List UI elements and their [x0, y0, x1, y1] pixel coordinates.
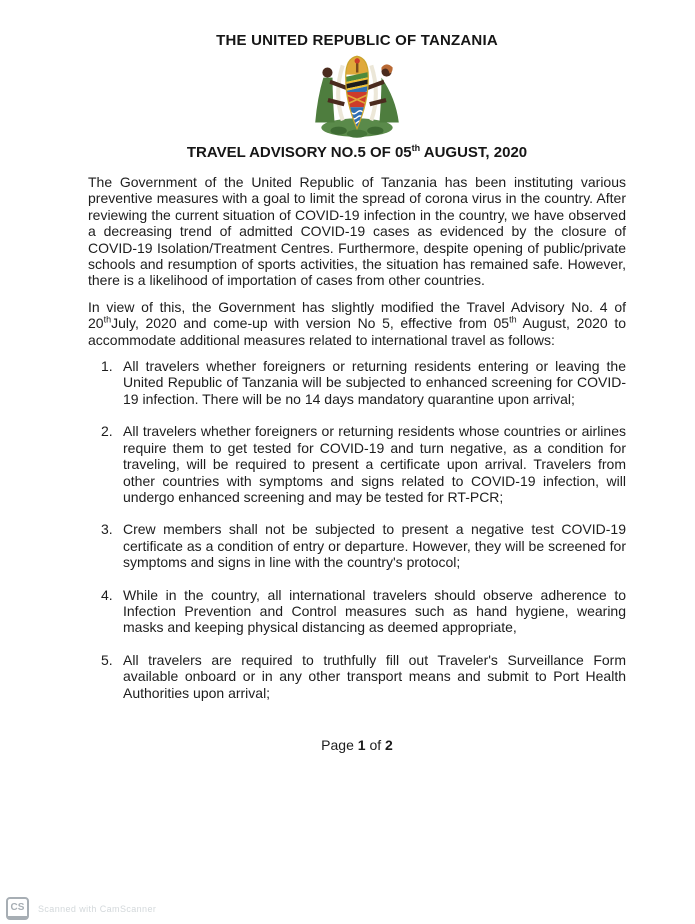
item-number: 5.	[101, 651, 113, 668]
item-text: Crew members shall not be subjected to present a negative test COVID-19 certificate as a condition of entry or departure. However, they will be screened for symptoms and signs in line with the country's protocol;	[123, 521, 626, 571]
item-text: All travelers whether foreigners or returning residents entering or leaving the United Republic of Tanzania will be subjected to enhanced screening for COVID-19 infection. There will be no 14 days mandatory quarantine upon arrival;	[123, 358, 626, 407]
camscanner-label: Scanned with CamScanner	[38, 903, 157, 914]
camscanner-icon: CS	[6, 897, 29, 920]
page-label: Page	[321, 736, 358, 753]
ordinal-superscript: th	[509, 314, 517, 325]
advisory-item-3	[101, 521, 626, 570]
paragraph-modification-part1: In view of this, the Government has slightly modified the Travel Advisory No. 4 of 20	[88, 298, 626, 332]
item-number: 1.	[101, 358, 113, 375]
advisory-title-prefix: TRAVEL ADVISORY NO.5 OF 05	[186, 144, 412, 161]
item-text: All travelers whether foreigners or returning residents whose countries or airlines require them to get tested for COVID-19 and turn negative, as a condition for traveling, will be required to present a certificate upon arrival. Travelers from other countries with symptoms and signs related to COVID-19 infection, will undergo enhanced screening and may be tested for RT-PCR;	[123, 423, 626, 505]
advisory-title-suffix: AUGUST, 2020	[420, 144, 528, 161]
ordinal-superscript: th	[103, 314, 112, 325]
item-number: 2.	[101, 423, 113, 440]
advisory-item-4	[101, 587, 626, 636]
tanzania-emblem-icon	[304, 53, 410, 139]
camscanner-watermark	[6, 897, 156, 920]
advisory-measures-list	[88, 358, 626, 701]
item-text: While in the country, all international travelers should observe adherence to Infection Prevention and Control measures such as hand hygiene, wearing masks and keeping physical distancing as deemed appropriate,	[123, 586, 626, 636]
paragraph-modification-part3: August, 2020 to accommodate additional measures related to international travel as follows:	[88, 315, 626, 348]
advisory-item-5	[101, 652, 626, 701]
paragraph-modification	[88, 299, 626, 348]
item-number: 3.	[101, 521, 113, 538]
paragraph-modification-part2: July, 2020 and come-up with version No 5, effective from 05	[111, 315, 510, 332]
advisory-title	[88, 144, 626, 161]
of-label: of	[365, 736, 386, 753]
total-pages: 2	[385, 736, 393, 753]
item-text: All travelers are required to truthfully fill out Traveler's Surveillance Form available onboard or in any other transport means and submit to Port Health Authorities upon arrival;	[123, 651, 626, 701]
page-number: 1	[357, 736, 366, 753]
paragraph-intro: The Government of the United Republic of Tanzania has been instituting various preventive measures with a goal to limit the spread of corona virus in the country. After reviewing the current situation of COVID-19 infection in the country, we have observed a decreasing trend of admitted COVID-19 cases as evidenced by the closure of COVID-19 Isolation/Treatment Centres. Furthermore, despite opening of public/private schools and resumption of sports activities, the situation has remained safe. However, there is a likelihood of importation of cases from other countries.	[88, 174, 626, 289]
advisory-item-1	[101, 358, 626, 407]
page-footer	[88, 737, 626, 753]
advisory-item-2	[101, 423, 626, 505]
coat-of-arms	[304, 53, 410, 139]
ordinal-superscript: th	[411, 143, 421, 153]
item-number: 4.	[101, 586, 113, 603]
country-title: THE UNITED REPUBLIC OF TANZANIA	[216, 32, 498, 49]
